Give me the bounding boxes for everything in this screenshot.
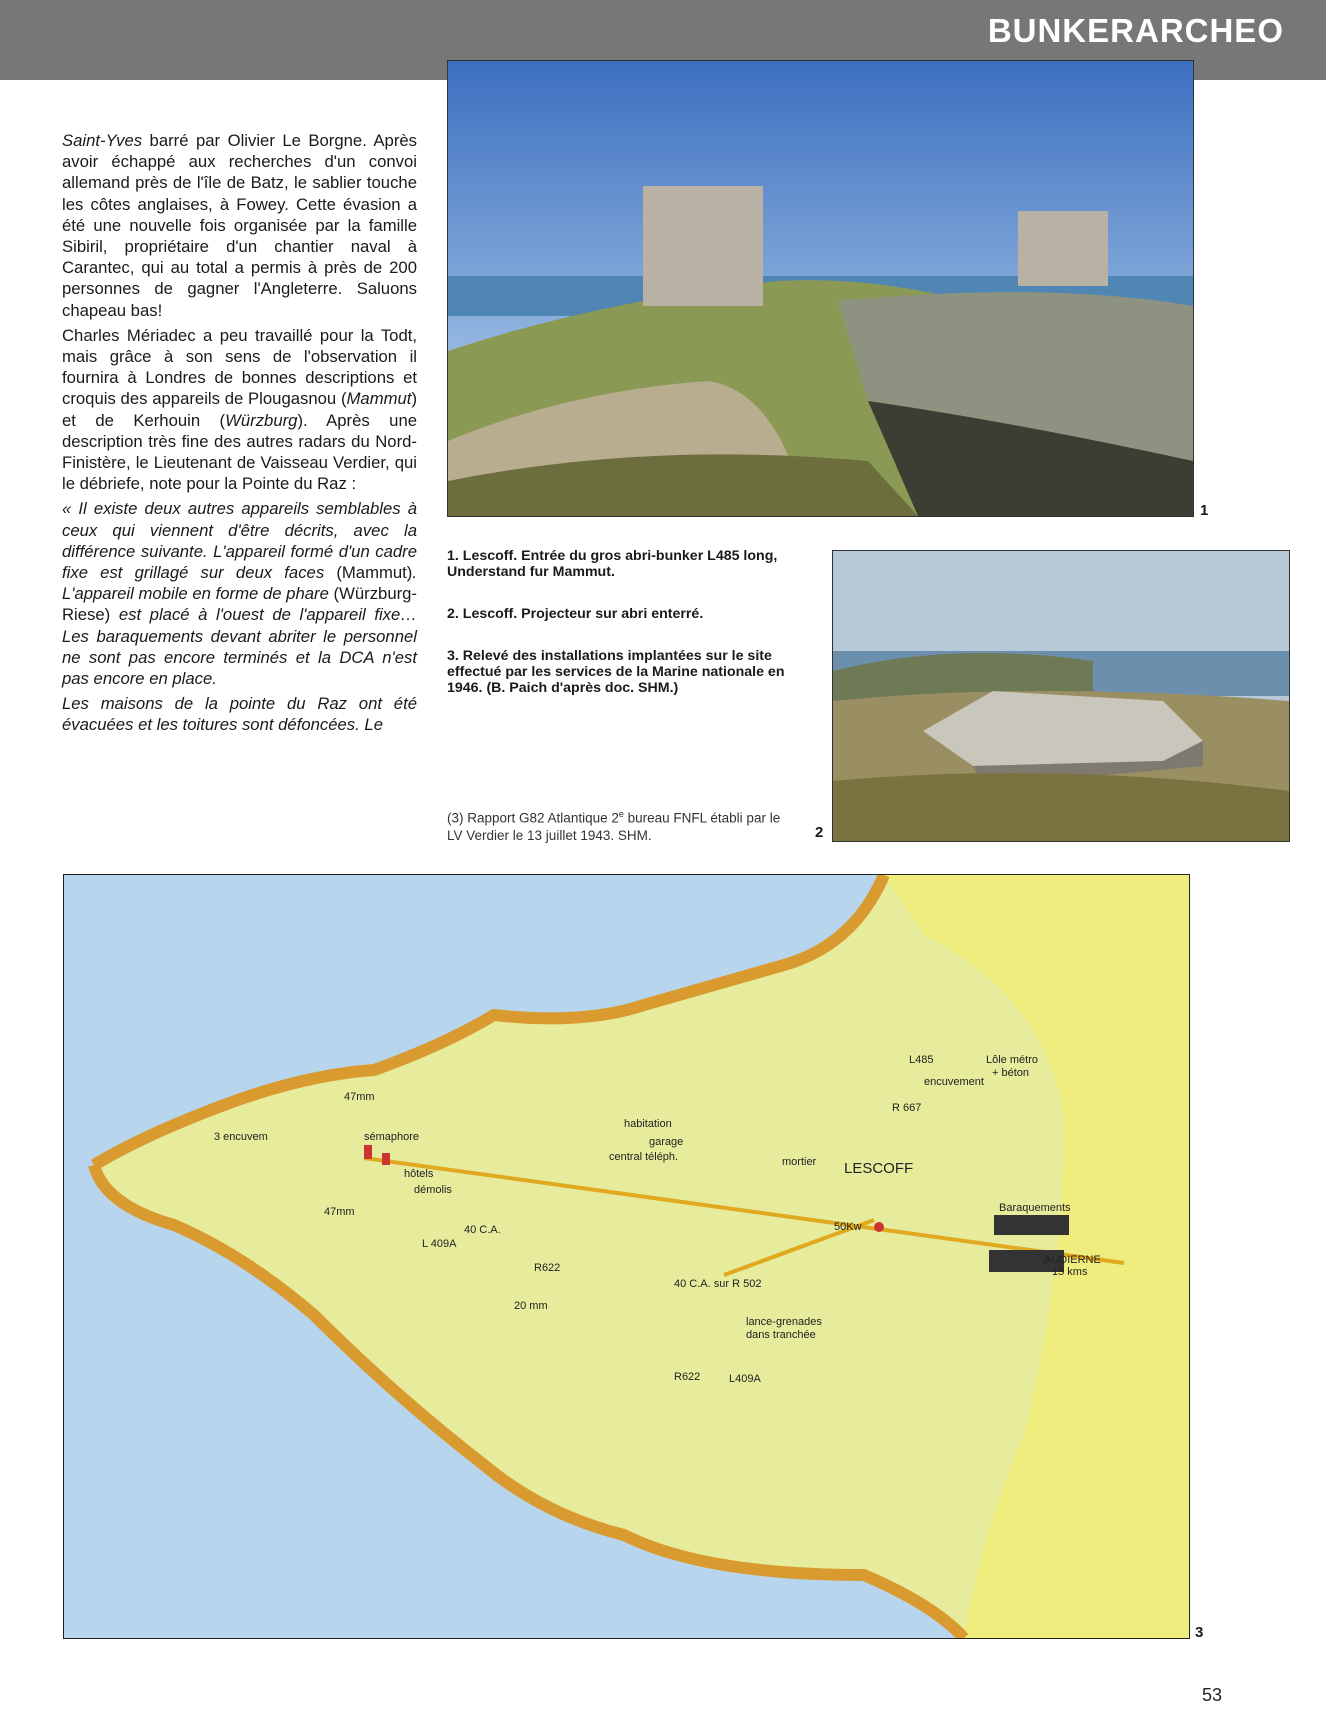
site-map-lescoff (63, 874, 1190, 1639)
figure-number-2: 2 (815, 824, 824, 841)
label-encuvement: encuvement (924, 1076, 984, 1088)
italic-run: Würzburg (225, 410, 298, 430)
building (382, 1153, 390, 1165)
label-baraquements: Baraquements (999, 1202, 1071, 1214)
label-r667: R 667 (892, 1102, 922, 1114)
label-15kms: 15 kms (1052, 1266, 1088, 1278)
caption-3: 3. Relevé des installations implantées sur le site effectué par les services de la Marine nationale en 1946. (B. Paich d'après doc. SHM.) (447, 648, 785, 696)
generator-50kw (874, 1222, 884, 1232)
label-lescoff: LESCOFF (844, 1160, 914, 1177)
label-demolis: démolis (414, 1184, 452, 1196)
text-run: Charles Mériadec a peu travaillé pour la Todt, mais grâce à son sens de l'observation il fournira à Londres de bonnes descriptions et croquis des appareils de Plougasnou ( (62, 325, 417, 409)
text-run: ). Après une description très fine des autres radars du Nord-Finistère, le Lieutenant de Vaisseau Verdier, qui le débriefe, note pour la Pointe du Raz : (62, 410, 418, 494)
label-40ca: 40 C.A. (464, 1224, 501, 1236)
italic-run: . L'appareil mobile en forme de phare (62, 563, 417, 604)
footnote-sup: e (618, 809, 624, 819)
italic-run: « Il existe deux autres appareils semblables à ceux qui viennent d'être décrits, avec la différence suivante. L'appareil formé d'un cadre fixe est grillagé sur deux faces (62, 499, 417, 583)
italic-run: est placé à l'ouest de l'appareil fixe… Les baraquements devant abriter le personnel ne sont pas encore terminés et la DCA n'est pas encore en place. (62, 605, 417, 689)
italic-run: Mammut (346, 389, 412, 409)
text-run: (Würzburg-Riese) (62, 584, 417, 625)
label-garage: garage (649, 1136, 684, 1148)
magazine-title: BUNKERARCHEO (987, 12, 1284, 49)
label-audierne: AUDIERNE (1044, 1254, 1101, 1266)
footnote (447, 806, 787, 844)
text-run: (Mammut) (336, 563, 413, 583)
text-run: barré par Olivier Le Borgne. Après avoir échappé aux recherches d'un convoi allemand près de l'île de Batz, le sablier touche les côtes anglaises, à Fowey. Cette évasion a été une nouvelle fois organisée par la famille Sibiril, propriétaire d'un chantier naval à Carantec, qui au total a permis à près de 200 personnes de gagner l'Angleterre. Saluons chapeau bas! (62, 131, 417, 320)
caption-1: 1. Lescoff. Entrée du gros abri-bunker L485 long, Understand fur Mammut. (447, 548, 778, 580)
text-run: ) et de Kerhouin ( (62, 389, 417, 430)
semaphore-building (364, 1145, 372, 1159)
figure-number-3: 3 (1195, 1624, 1204, 1641)
label-semaphore: sémaphore (364, 1131, 420, 1143)
barrack (994, 1215, 1069, 1235)
quote-paragraph-2 (62, 693, 417, 735)
italic-run: Saint-Yves (62, 131, 143, 150)
quote-paragraph (62, 498, 417, 689)
label-encuvements: 3 encuvem (214, 1131, 268, 1143)
label-47mm-b: 47mm (324, 1206, 355, 1218)
label-hotels: hôtels (404, 1168, 434, 1180)
label-tranchee: dans tranchée (746, 1329, 816, 1341)
label-l485: L485 (909, 1054, 934, 1066)
label-r622b: R622 (674, 1371, 701, 1383)
label-47mm-a: 47mm (344, 1091, 375, 1103)
footnote-text: (3) Rapport G82 Atlantique 2 (447, 810, 619, 826)
photo-bunker-entrance (447, 60, 1194, 517)
label-habitation: habitation (624, 1118, 672, 1130)
photo-projector-shelter (832, 550, 1290, 842)
label-50kw: 50Kw (834, 1221, 862, 1233)
label-l409a2: L409A (729, 1373, 761, 1385)
label-20mm: 20 mm (514, 1300, 548, 1312)
caption-2: 2. Lescoff. Projecteur sur abri enterré. (447, 606, 704, 622)
label-beton: + béton (992, 1067, 1030, 1079)
paragraph-1 (62, 130, 417, 321)
captions-block (447, 548, 805, 722)
body-text-column (62, 130, 417, 740)
label-40ca-r502: 40 C.A. sur R 502 (674, 1278, 762, 1290)
page-number: 53 (1201, 1685, 1222, 1705)
italic-run: Les maisons de la pointe du Raz ont été évacuées et les toitures sont défoncées. Le (62, 694, 417, 735)
label-l409a: L 409A (422, 1238, 457, 1250)
label-mortier: mortier (782, 1156, 817, 1168)
label-central: central téléph. (609, 1151, 679, 1163)
figure-number-1: 1 (1200, 502, 1209, 519)
label-lance-grenades: lance-grenades (746, 1316, 822, 1328)
label-r622: R622 (534, 1262, 561, 1274)
paragraph-2 (62, 325, 417, 495)
footnote-text: bureau FNFL établi par le LV Verdier le 13 juillet 1943. SHM. (447, 810, 781, 843)
label-lole: Lôle métro (986, 1054, 1038, 1066)
